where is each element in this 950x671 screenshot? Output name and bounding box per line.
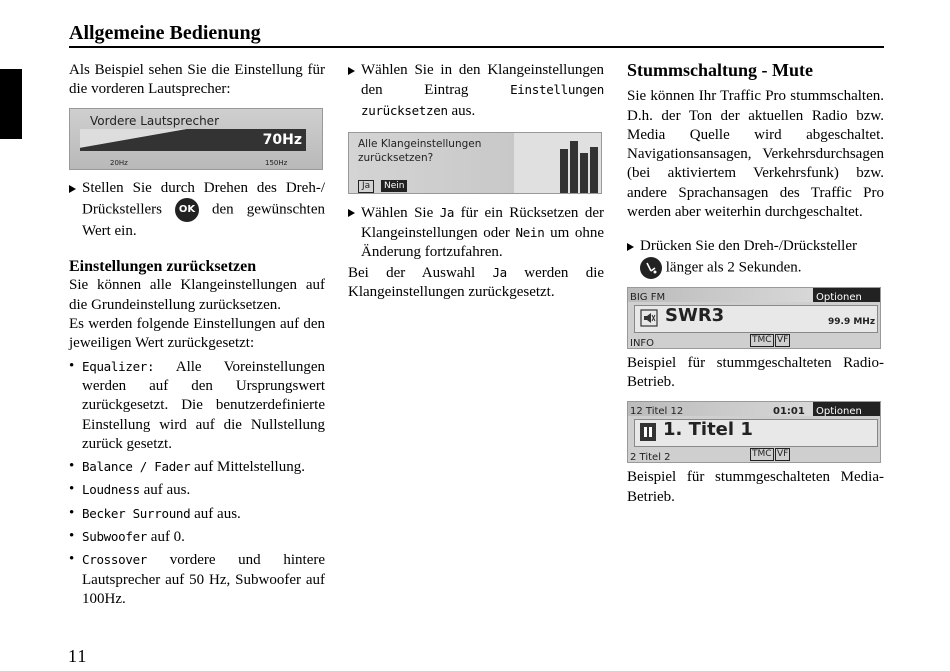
step-text-b: länger als 2 Sekunden. bbox=[665, 259, 802, 276]
list-item-text: vordere und hintere Lautsprecher auf 50 Hz, Subwoofer auf 100Hz. bbox=[82, 552, 325, 607]
step-press-knob bbox=[627, 237, 884, 278]
result-term: Ja bbox=[492, 264, 507, 280]
eq-bar bbox=[590, 147, 598, 193]
speaker-setting-screen bbox=[69, 108, 323, 170]
list-item-term: Crossover bbox=[82, 552, 148, 568]
result-text-b: werden die Klangeinstellungen zurückgesetzt. bbox=[348, 264, 605, 301]
radio-options-button: Optionen bbox=[813, 288, 881, 302]
radio-mute-screen bbox=[627, 287, 881, 349]
tmc-badge: TMC bbox=[752, 449, 772, 460]
reset-confirm-screen bbox=[348, 132, 602, 194]
step-text-c: um ohne Änderung fortzufahren. bbox=[361, 225, 605, 261]
list-item-text: auf 0. bbox=[147, 529, 185, 546]
step-text-a: Wählen Sie in den Klangeinstellungen den Eintrag bbox=[361, 62, 604, 99]
list-item-term: Becker Surround bbox=[82, 505, 191, 521]
media-options-button: Optionen bbox=[813, 402, 881, 416]
step-term-no: Nein bbox=[515, 225, 545, 241]
media-track-name: 1. Titel 1 bbox=[663, 419, 753, 441]
result-text-a: Bei der Auswahl bbox=[348, 264, 476, 281]
media-time: 01:01 bbox=[773, 406, 805, 418]
step-text-a: Drücken Sie den Dreh-/Drücksteller bbox=[640, 238, 858, 255]
title-rule bbox=[69, 46, 884, 48]
list-item-text: Alle Voreinstellungen werden auf den Ursprungswert zurückgesetzt. Die benutzerdefinierte Einstellung wird auf die Nullstellung zurück gesetzt. bbox=[82, 358, 325, 452]
caption-media: Beispiel für stummgeschalteten Media-Betrieb. bbox=[627, 469, 884, 505]
radio-frequency: 99.9 MHz bbox=[828, 316, 876, 327]
eq-bar bbox=[580, 153, 588, 193]
step-text-a: Stellen Sie durch Drehen des Dreh-/ Drückstellers bbox=[82, 179, 325, 218]
list-item-term: Balance / Fader bbox=[82, 459, 191, 475]
page-title: Allgemeine Bedienung bbox=[69, 22, 261, 44]
step-text-b: aus. bbox=[451, 102, 476, 119]
vf-badge: VF bbox=[777, 334, 789, 345]
list-item-term: Loudness bbox=[82, 482, 140, 498]
media-top-left-label: 12 Titel 12 bbox=[630, 406, 684, 418]
step-choose-yes-no bbox=[348, 203, 604, 263]
list-item bbox=[69, 527, 325, 547]
list-item-text: auf aus. bbox=[190, 505, 241, 522]
step-term-yes: Ja bbox=[439, 204, 455, 220]
slider-track bbox=[80, 129, 306, 151]
reset-list bbox=[69, 357, 325, 610]
arrow-marker-icon bbox=[627, 243, 634, 251]
chapter-tab-marker bbox=[0, 69, 22, 139]
list-item bbox=[69, 357, 325, 454]
screen-label: Vordere Lautsprecher bbox=[90, 113, 219, 128]
slider-max-label: 150Hz bbox=[265, 158, 288, 167]
list-item bbox=[69, 504, 325, 524]
list-item bbox=[69, 457, 325, 477]
list-item bbox=[69, 550, 325, 609]
column-1 bbox=[69, 61, 325, 612]
intro-paragraph: Als Beispiel sehen Sie die Einstellung für die vorderen Lautsprecher: bbox=[69, 62, 325, 98]
slider-min-label: 20Hz bbox=[110, 158, 128, 167]
result-paragraph bbox=[348, 263, 604, 303]
reset-paragraph-1: Sie können alle Klangeinstellungen auf die Grundeinstellung zurücksetzen. bbox=[69, 277, 325, 313]
radio-station-name: SWR3 bbox=[665, 304, 725, 326]
equalizer-graphic bbox=[514, 133, 601, 193]
ok-button-icon: OK bbox=[175, 198, 199, 222]
media-bottom-left-label: 2 Titel 2 bbox=[630, 452, 671, 464]
confirm-no-option: Nein bbox=[381, 180, 407, 192]
section-heading-mute: Stummschaltung - Mute bbox=[627, 60, 814, 80]
slider-value: 70Hz bbox=[262, 131, 302, 148]
step-text-a: Wählen Sie bbox=[361, 204, 434, 221]
confirm-question-line-2: zurücksetzen? bbox=[358, 151, 434, 164]
pause-icon bbox=[640, 423, 656, 447]
eq-bar bbox=[570, 141, 578, 193]
tmc-badge: TMC bbox=[752, 334, 772, 345]
confirm-yes-option: Ja bbox=[358, 180, 374, 193]
caption-radio: Beispiel für stummgeschalteten Radio-Betrieb. bbox=[627, 354, 884, 390]
step-select-reset bbox=[348, 61, 604, 121]
column-3 bbox=[627, 61, 884, 507]
eq-bar bbox=[560, 149, 568, 193]
radio-top-left-label: BIG FM bbox=[630, 291, 666, 303]
list-item-term: Equalizer: bbox=[82, 358, 155, 374]
section-heading-reset: Einstellungen zurücksetzen bbox=[69, 258, 257, 276]
vf-badge: VF bbox=[777, 449, 789, 460]
slider-fill bbox=[80, 129, 190, 151]
list-item bbox=[69, 480, 325, 500]
list-item-text: auf aus. bbox=[139, 482, 191, 499]
step-text-b: für ein Rücksetzen der Klangeinstellungen oder bbox=[361, 204, 604, 242]
step-term: Einstellungen zurücksetzen bbox=[361, 82, 604, 118]
arrow-marker-icon bbox=[348, 67, 355, 75]
list-item-text: auf Mittelstellung. bbox=[190, 459, 305, 476]
step-text-b: den gewünschten Wert ein. bbox=[82, 201, 325, 239]
mute-knob-icon bbox=[640, 257, 662, 279]
mute-paragraph: Sie können Ihr Traffic Pro stummschalten. D.h. der Ton der aktuellen Radio bzw. Media Quelle wird abgeschaltet. Navigationsansagen, Verkehrsdurchsagen (bei aktiviertem Verkehrsfunk) bzw. andere Sprachansagen des Traffic Pro werden aber weiterhin durchgeschaltet. bbox=[627, 88, 884, 221]
step-turn-knob bbox=[69, 179, 325, 242]
arrow-marker-icon bbox=[348, 209, 355, 217]
page-number: 11 bbox=[68, 646, 88, 666]
reset-paragraph-2: Es werden folgende Einstellungen auf den jeweiligen Wert zurückgesetzt: bbox=[69, 316, 325, 352]
column-2 bbox=[348, 61, 604, 302]
media-mute-screen bbox=[627, 401, 881, 463]
speaker-muted-icon bbox=[640, 309, 658, 333]
radio-bottom-left-label: INFO bbox=[630, 337, 655, 349]
arrow-marker-icon bbox=[69, 185, 76, 193]
list-item-term: Subwoofer bbox=[82, 529, 148, 545]
confirm-question-line-1: Alle Klangeinstellungen bbox=[358, 137, 482, 150]
